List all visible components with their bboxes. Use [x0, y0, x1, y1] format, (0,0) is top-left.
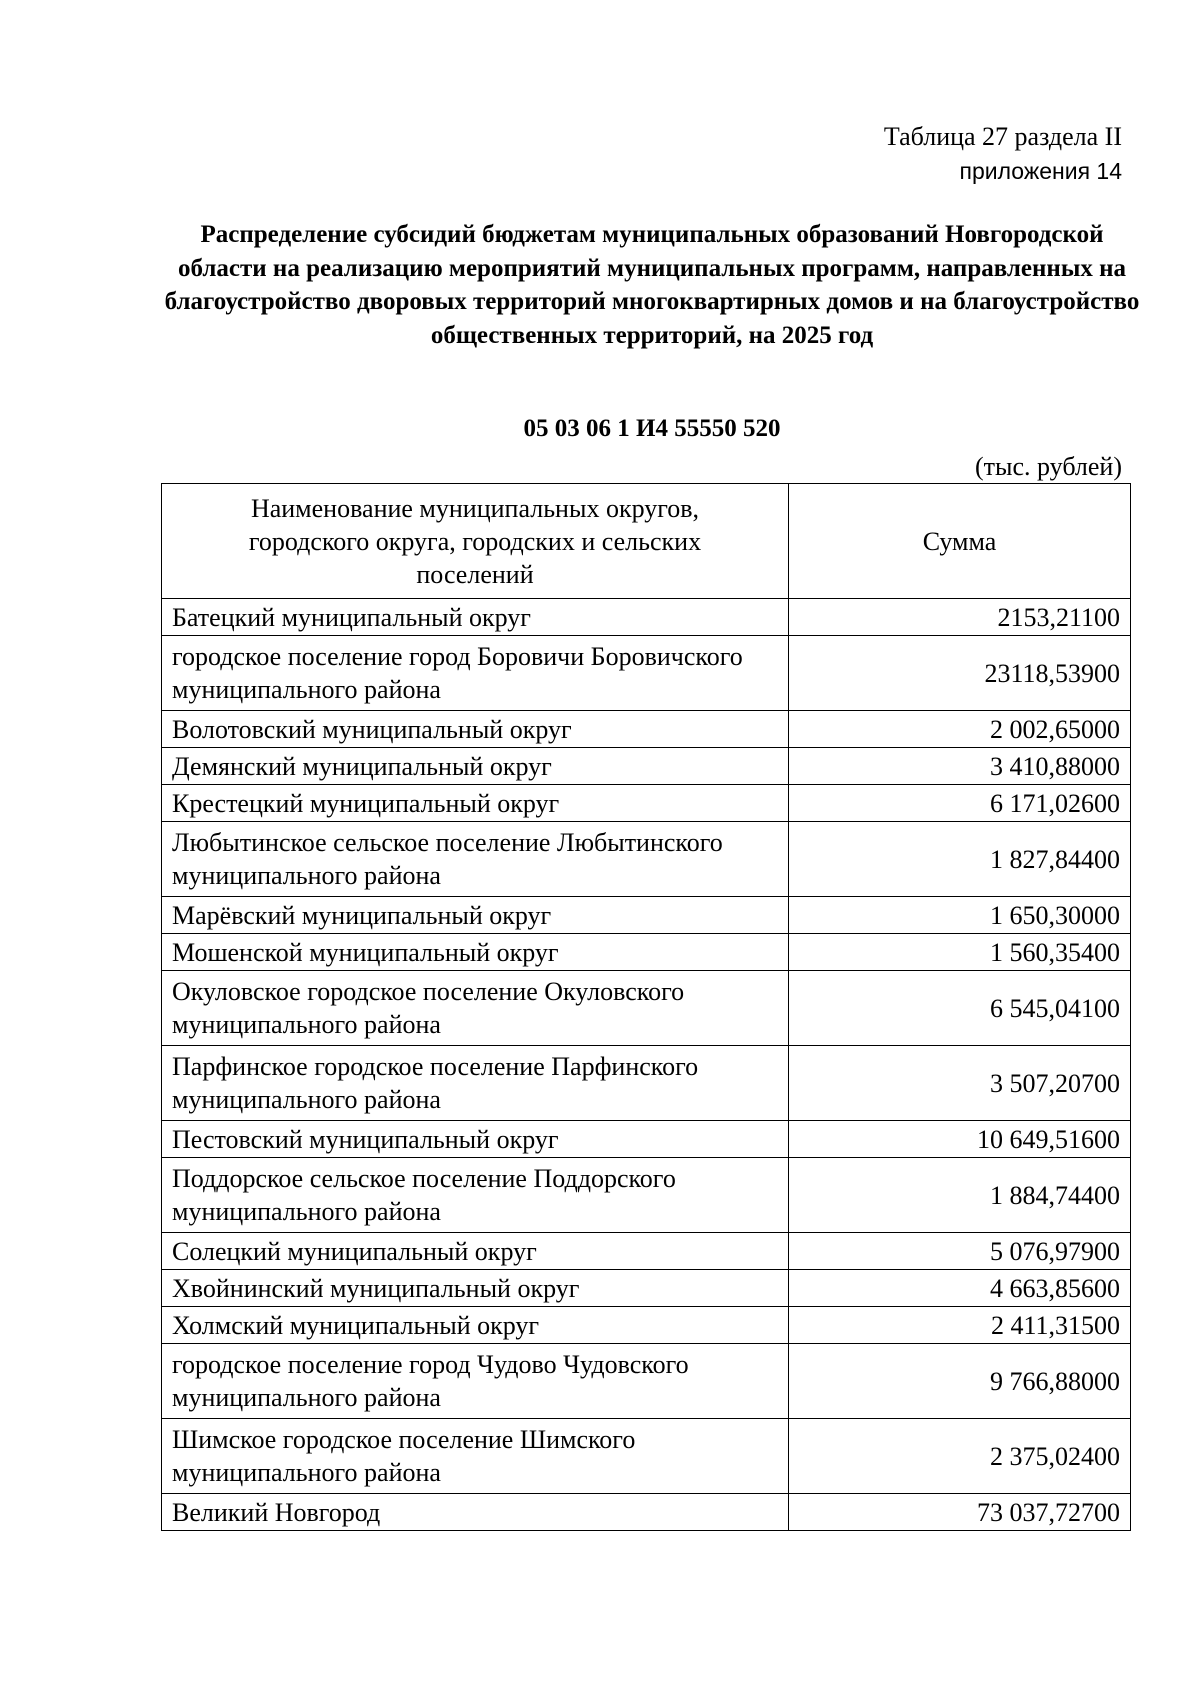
- budget-classification-code: 05 03 06 1 И4 55550 520: [523, 415, 781, 442]
- subsidy-amount: 2 002,65000: [789, 711, 1131, 748]
- table-row: [162, 897, 1131, 934]
- subsidy-amount: 5 076,97900: [789, 1233, 1131, 1270]
- subsidy-amount: 2153,21100: [789, 599, 1131, 636]
- municipality-name: Волотовский муниципальный округ: [162, 711, 789, 748]
- subsidy-amount: 6 171,02600: [789, 785, 1131, 822]
- table-reference: Таблица 27 раздела II: [883, 122, 1122, 151]
- subsidy-amount: 23118,53900: [789, 636, 1131, 711]
- municipality-name: Хвойнинский муниципальный округ: [162, 1270, 789, 1307]
- table-row: [162, 1158, 1131, 1233]
- subsidy-amount: 9 766,88000: [789, 1344, 1131, 1419]
- table-row: [162, 934, 1131, 971]
- table-row: [162, 1233, 1131, 1270]
- subsidy-amount: 1 650,30000: [789, 897, 1131, 934]
- table-row: [162, 971, 1131, 1046]
- table-header-row: [162, 484, 1131, 599]
- municipality-name: Холмский муниципальный округ: [162, 1307, 789, 1344]
- table-row: [162, 1121, 1131, 1158]
- table-row: [162, 785, 1131, 822]
- table-row: [162, 1419, 1131, 1494]
- subsidy-amount: 3 507,20700: [789, 1046, 1131, 1121]
- appendix-number: приложения 14: [959, 158, 1122, 184]
- table-row: [162, 1307, 1131, 1344]
- table-row: [162, 599, 1131, 636]
- municipality-name: городское поселение город Боровичи Боровичского муниципального района: [162, 636, 789, 711]
- municipality-name: Солецкий муниципальный округ: [162, 1233, 789, 1270]
- table-row: [162, 1270, 1131, 1307]
- subsidy-amount: 2 375,02400: [789, 1419, 1131, 1494]
- table-row: [162, 822, 1131, 897]
- municipality-name: Парфинское городское поселение Парфинского муниципального района: [162, 1046, 789, 1121]
- column-header-amount: Сумма: [789, 484, 1131, 599]
- subsidy-amount: 2 411,31500: [789, 1307, 1131, 1344]
- municipality-name: Поддорское сельское поселение Поддорского муниципального района: [162, 1158, 789, 1233]
- table-row: [162, 1046, 1131, 1121]
- units-label: (тыс. рублей): [974, 452, 1122, 481]
- municipality-name: городское поселение город Чудово Чудовского муниципального района: [162, 1344, 789, 1419]
- municipality-name: Великий Новгород: [162, 1494, 789, 1531]
- municipality-name: Марёвский муниципальный округ: [162, 897, 789, 934]
- municipality-name: Батецкий муниципальный округ: [162, 599, 789, 636]
- subsidy-amount: 1 827,84400: [789, 822, 1131, 897]
- municipality-name: Окуловское городское поселение Окуловского муниципального района: [162, 971, 789, 1046]
- municipality-name: Шимское городское поселение Шимского муниципального района: [162, 1419, 789, 1494]
- table-row: [162, 1494, 1131, 1531]
- column-header-name: Наименование муниципальных округов, городского округа, городских и сельских поселений: [162, 484, 789, 599]
- municipality-name: Пестовский муниципальный округ: [162, 1121, 789, 1158]
- subsidy-amount: 1 560,35400: [789, 934, 1131, 971]
- municipality-name: Крестецкий муниципальный округ: [162, 785, 789, 822]
- subsidy-amount: 73 037,72700: [789, 1494, 1131, 1531]
- table-row: [162, 1344, 1131, 1419]
- municipality-name: Мошенской муниципальный округ: [162, 934, 789, 971]
- document-title: Распределение субсидий бюджетам муниципальных образований Новгородской области на реализацию мероприятий муниципальных программ, направленных на благоустройство дворовых территорий многоквартирных домов и на благоустройство общественных территорий, на 2025 год: [164, 221, 1140, 349]
- table-body: [162, 599, 1131, 1531]
- subsidy-amount: 1 884,74400: [789, 1158, 1131, 1233]
- municipality-name: Демянский муниципальный округ: [162, 748, 789, 785]
- subsidy-amount: 3 410,88000: [789, 748, 1131, 785]
- municipality-name: Любытинское сельское поселение Любытинского муниципального района: [162, 822, 789, 897]
- appendix-reference: [884, 120, 1122, 188]
- subsidy-table: [161, 483, 1131, 1531]
- table-row: [162, 636, 1131, 711]
- table-row: [162, 711, 1131, 748]
- subsidy-amount: 6 545,04100: [789, 971, 1131, 1046]
- table-row: [162, 748, 1131, 785]
- subsidy-amount: 10 649,51600: [789, 1121, 1131, 1158]
- subsidy-amount: 4 663,85600: [789, 1270, 1131, 1307]
